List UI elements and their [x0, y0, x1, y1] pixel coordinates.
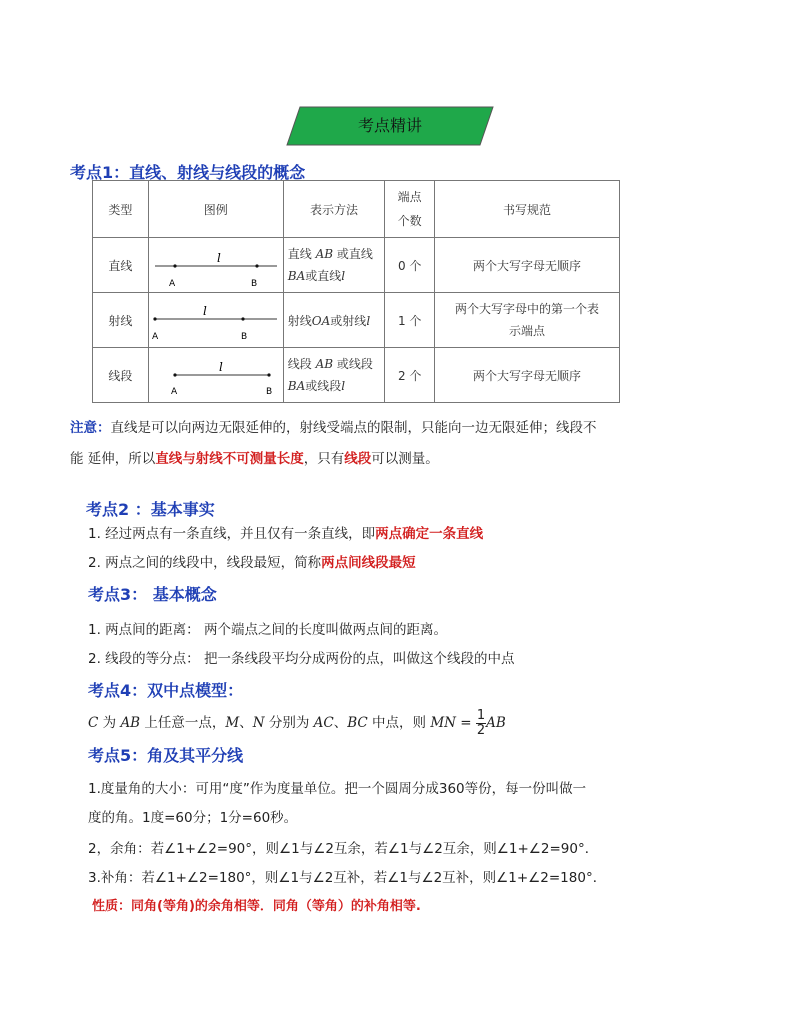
var-ac: AC [313, 715, 334, 731]
k2-item-1 [88, 522, 483, 542]
repr-text: 或线段 [305, 379, 342, 393]
note-text: 直线是可以向两边无限延伸的，射线受端点的限制，只能向一边无限延伸；线段不 [110, 420, 597, 436]
repr-var: OA [311, 313, 331, 328]
k3-item-2: 2. 线段的等分点： 把一条线段平均分成两份的点，叫做这个线段的中点 [88, 651, 515, 667]
header-endpoints-2: 个数 [397, 214, 422, 228]
header-representation: 表示方法 [283, 181, 385, 238]
var-bc: BC [347, 715, 368, 731]
repr-text: 或直线 [305, 269, 342, 283]
point-b [267, 373, 270, 376]
formula-text: 中点，则 [367, 715, 431, 731]
segment-figure [148, 348, 283, 403]
repr-text: 射线 [287, 313, 312, 328]
label-l: l [216, 251, 221, 265]
banner-title: 考点精讲 [357, 116, 422, 135]
header-writing-rule: 书写规范 [435, 181, 620, 238]
note-emphasis: 直线与射线不可测量长度 [155, 451, 304, 467]
concept-table [92, 180, 620, 403]
var-n: N [252, 715, 265, 731]
repr-var: l [341, 379, 346, 393]
fraction-half [476, 709, 486, 738]
k5-property: 性质：同角(等角)的余角相等．同角（等角）的补角相等. [92, 899, 421, 914]
line-figure [148, 238, 283, 293]
table-header-row [93, 181, 620, 238]
note-text: 可以测量。 [371, 451, 439, 467]
repr-text: 线段 [287, 357, 312, 371]
row-rule: 两个大写字母无顺序 [435, 348, 620, 403]
label-a: A [168, 279, 175, 289]
var-ab: AB [120, 715, 141, 731]
k3-item-1: 1. 两点间的距离： 两个端点之间的长度叫做两点间的距离。 [88, 622, 447, 638]
note-text: ，只有 [303, 451, 345, 467]
repr-var: BA [287, 379, 306, 393]
repr-var: AB [315, 247, 334, 261]
row-type: 射线 [93, 293, 149, 348]
ray-figure [148, 293, 283, 348]
header-type: 类型 [93, 181, 149, 238]
formula-text: 上任意一点， [140, 715, 226, 731]
formula-text: 、 [239, 715, 253, 731]
formula-text: 为 [98, 715, 121, 731]
point-b [255, 264, 258, 267]
k3-heading: 考点3： 基本概念 [88, 585, 217, 604]
item-text: 1. 经过两点有一条直线，并且仅有一条直线，即 [88, 526, 376, 542]
note-emphasis: 线段 [344, 451, 372, 467]
var-m: M [225, 715, 240, 731]
item-text: 2. 两点之间的线段中，线段最短，简称 [88, 555, 322, 571]
row-representation [283, 293, 385, 348]
point-a [173, 264, 176, 267]
note-text: 能 延伸，所以 [70, 451, 156, 467]
note-line-1 [70, 416, 597, 436]
repr-var: BA [287, 269, 306, 283]
var-mn: MN [430, 715, 456, 731]
rule-line-2: 示端点 [509, 324, 546, 338]
k5-item-1b: 度的角。1度=60分；1分=60秒。 [88, 810, 298, 826]
section-banner [286, 106, 494, 146]
repr-text: 或直线 [336, 247, 373, 261]
row-representation [283, 238, 385, 293]
header-endpoints [385, 181, 435, 238]
row-type: 线段 [93, 348, 149, 403]
fraction-denominator: 2 [476, 722, 486, 738]
rule-line-1: 两个大写字母中的第一个表 [455, 302, 600, 316]
table-row [93, 238, 620, 293]
label-l: l [218, 360, 223, 374]
label-b: B [265, 387, 272, 397]
repr-var: l [366, 313, 371, 328]
item-emphasis: 两点间线段最短 [321, 555, 416, 571]
row-type: 直线 [93, 238, 149, 293]
var-c: C [88, 715, 99, 731]
k1-heading: 考点1：直线、射线与线段的概念 [70, 163, 306, 182]
k5-item-1a: 1.度量角的大小：可用“度”作为度量单位。把一个圆周分成360等份，每一份叫做一 [88, 781, 587, 797]
k4-formula [88, 706, 506, 740]
row-count: 0 个 [385, 238, 435, 293]
k5-item-2: 2，余角：若∠1+∠2=90°，则∠1与∠2互余，若∠1与∠2互余，则∠1+∠2=90°． [88, 841, 599, 857]
label-a: A [170, 387, 177, 397]
fraction-numerator: 1 [476, 707, 486, 723]
label-b: B [250, 279, 257, 289]
ray-diagram [149, 293, 283, 347]
repr-var: AB [315, 357, 334, 371]
row-rule: 两个大写字母无顺序 [435, 238, 620, 293]
repr-text: 或射线 [330, 313, 367, 328]
k4-heading: 考点4：双中点模型： [88, 681, 244, 700]
label-l: l [202, 304, 207, 318]
formula-text: 、 [333, 715, 348, 731]
point-b [241, 317, 244, 320]
repr-var: l [341, 269, 346, 283]
header-endpoints-1: 端点 [397, 190, 422, 204]
point-a [173, 373, 176, 376]
row-representation [283, 348, 385, 403]
header-figure: 图例 [148, 181, 283, 238]
repr-text: 直线 [287, 247, 312, 261]
item-emphasis: 两点确定一条直线 [375, 526, 484, 542]
row-rule [435, 293, 620, 348]
point-a [153, 317, 156, 320]
formula-equals: = [455, 715, 476, 731]
repr-text: 或线段 [336, 357, 373, 371]
formula-text: 分别为 [264, 715, 314, 731]
row-count: 1 个 [385, 293, 435, 348]
k5-item-3: 3.补角：若∠1+∠2=180°，则∠1与∠2互补，若∠1与∠2互补，则∠1+∠2=180°． [88, 870, 607, 886]
k2-item-2 [88, 551, 416, 571]
line-diagram [149, 238, 283, 292]
k5-heading: 考点5：角及其平分线 [88, 746, 244, 765]
k2-heading: 考点2 ：基本事实 [86, 500, 215, 519]
table-row [93, 348, 620, 403]
label-a: A [151, 332, 158, 342]
label-b: B [240, 332, 247, 342]
table-row [93, 293, 620, 348]
segment-diagram [149, 348, 283, 402]
note-label: 注意： [70, 420, 111, 436]
note-line-2 [70, 447, 439, 467]
row-count: 2 个 [385, 348, 435, 403]
var-ab: AB [486, 715, 506, 731]
